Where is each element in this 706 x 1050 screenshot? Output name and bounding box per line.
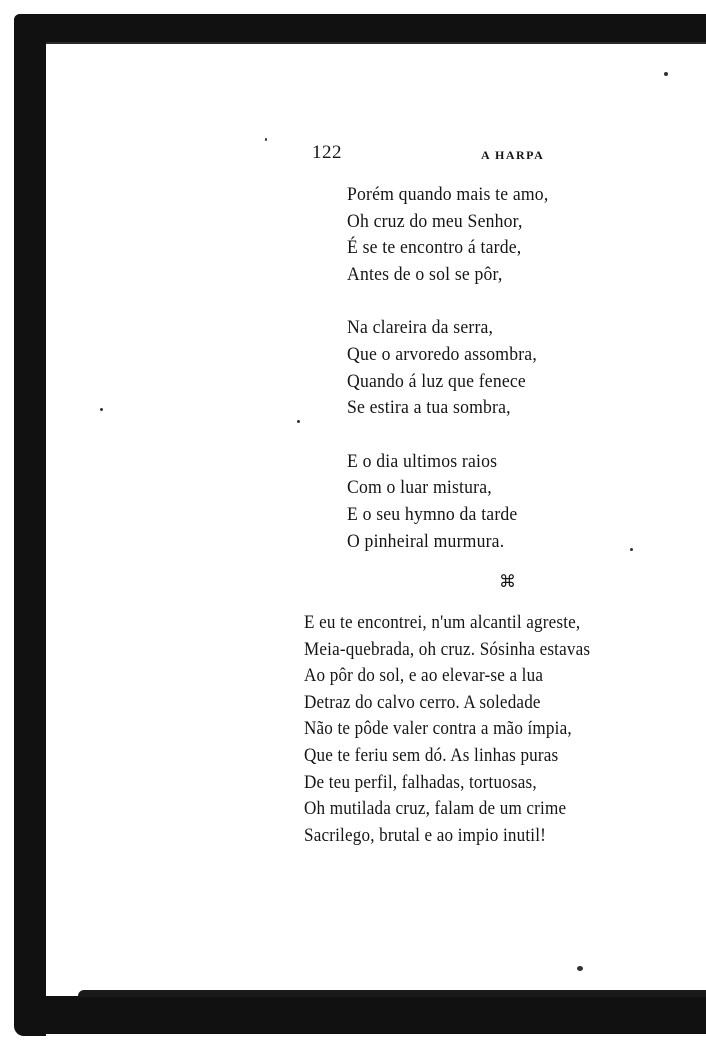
scan-rule-top <box>46 42 706 44</box>
verse-line: Oh cruz do meu Senhor, <box>347 210 523 232</box>
verse-line: Na clareira da serra, <box>347 317 494 339</box>
scan-speck <box>100 408 103 411</box>
verse-line: Detraz do calvo cerro. A soledade <box>304 691 541 713</box>
verse-line: Não te pôde valer contra a mão ímpia, <box>304 718 572 740</box>
verse-line: Quando á luz que fenece <box>347 370 526 392</box>
verse-line: E o seu hymno da tarde <box>347 503 518 525</box>
scan-border-left <box>14 14 46 1036</box>
poem-stanzas <box>347 182 667 582</box>
scan-speck <box>297 420 300 423</box>
verse-line: Se estira a tua sombra, <box>347 397 511 419</box>
stanza <box>347 182 667 288</box>
scan-speck <box>577 966 583 971</box>
verse-line: E eu te encontrei, n'um alcantil agreste, <box>304 612 581 633</box>
verse-line: Antes de o sol se pôr, <box>347 263 503 285</box>
verse-line: E o dia ultimos raios <box>347 450 498 472</box>
verse-line: Oh mutilada cruz, falam de um crime <box>304 798 567 820</box>
verse-line: Com o luar mistura, <box>347 477 492 499</box>
verse-line: De teu perfil, falhadas, tortuosas, <box>304 771 537 793</box>
scan-rule-bottom <box>78 990 706 997</box>
verse-line: Sacrilego, brutal e ao impio inutil! <box>304 824 547 846</box>
page-number: 122 <box>312 142 342 163</box>
section-ornament: ⌘ <box>499 572 516 591</box>
running-head: A HARPA <box>481 148 545 162</box>
scan-speck <box>265 138 267 141</box>
verse-line: Que te feriu sem dó. As linhas puras <box>304 744 559 766</box>
verse-line: O pinheiral murmura. <box>347 530 505 552</box>
stanza <box>347 449 667 555</box>
verse-line: Ao pôr do sol, e ao elevar-se a lua <box>304 665 544 687</box>
scan-border-bottom <box>14 996 706 1034</box>
verse-line: Meia-quebrada, oh cruz. Sósinha estavas <box>304 638 591 660</box>
scan-border-top <box>14 14 706 42</box>
blank-verse-passage <box>304 610 694 849</box>
verse-line: É se te encontro á tarde, <box>347 237 522 259</box>
stanza <box>347 315 667 421</box>
verse-line: Porém quando mais te amo, <box>347 184 549 205</box>
verse-line: Que o arvoredo assombra, <box>347 343 537 365</box>
scan-speck <box>664 72 668 76</box>
